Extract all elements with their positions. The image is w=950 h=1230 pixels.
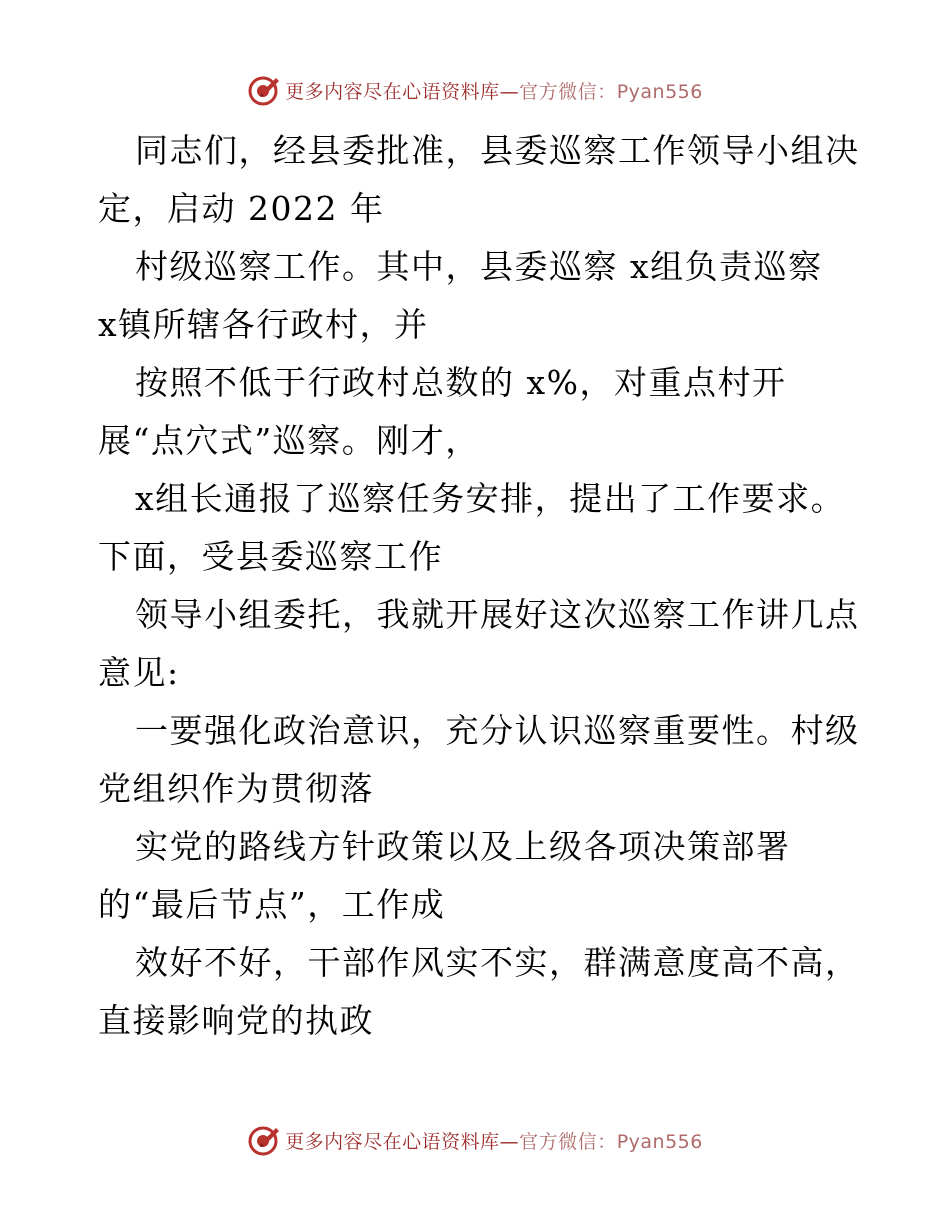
header-banner-text: 更多内容尽在心语资料库—官方微信：Pyan556 xyxy=(285,80,703,103)
body-line: x组长通报了巡察任务安排，提出了工作要求。 xyxy=(135,479,846,518)
body-line: 村级巡察工作。其中，县委巡察 x组负责巡察 xyxy=(135,247,823,286)
body-line: x镇所辖各行政村，并 xyxy=(98,305,429,344)
body-line: 效好不好，干部作风实不实，群满意度高不高， xyxy=(135,943,860,982)
body-line: 党组织作为贯彻落 xyxy=(98,769,374,808)
document-body xyxy=(98,122,858,1050)
footer-banner xyxy=(0,1120,950,1160)
body-line: 展“点穴式”巡察。刚才， xyxy=(98,421,480,460)
body-line: 定，启动 2022 年 xyxy=(98,189,385,228)
body-line: 按照不低于行政村总数的 x%，对重点村开 xyxy=(135,363,787,402)
seal-pen-icon xyxy=(247,1123,281,1157)
body-line: 同志们，经县委批准，县委巡察工作领导小组决 xyxy=(135,131,860,170)
body-line: 领导小组委托，我就开展好这次巡察工作讲几点 xyxy=(135,595,860,634)
body-line: 下面，受县委巡察工作 xyxy=(98,537,443,576)
body-line: 实党的路线方针政策以及上级各项决策部署 xyxy=(135,827,791,866)
body-line: 直接影响党的执政 xyxy=(98,1001,374,1040)
header-banner xyxy=(0,70,950,110)
body-line: 的“最后节点”，工作成 xyxy=(98,885,446,924)
seal-pen-icon xyxy=(247,73,281,107)
body-line: 一要强化政治意识，充分认识巡察重要性。村级 xyxy=(135,711,860,750)
footer-banner-text: 更多内容尽在心语资料库—官方微信：Pyan556 xyxy=(285,1130,703,1153)
body-line: 意见: xyxy=(98,653,180,692)
